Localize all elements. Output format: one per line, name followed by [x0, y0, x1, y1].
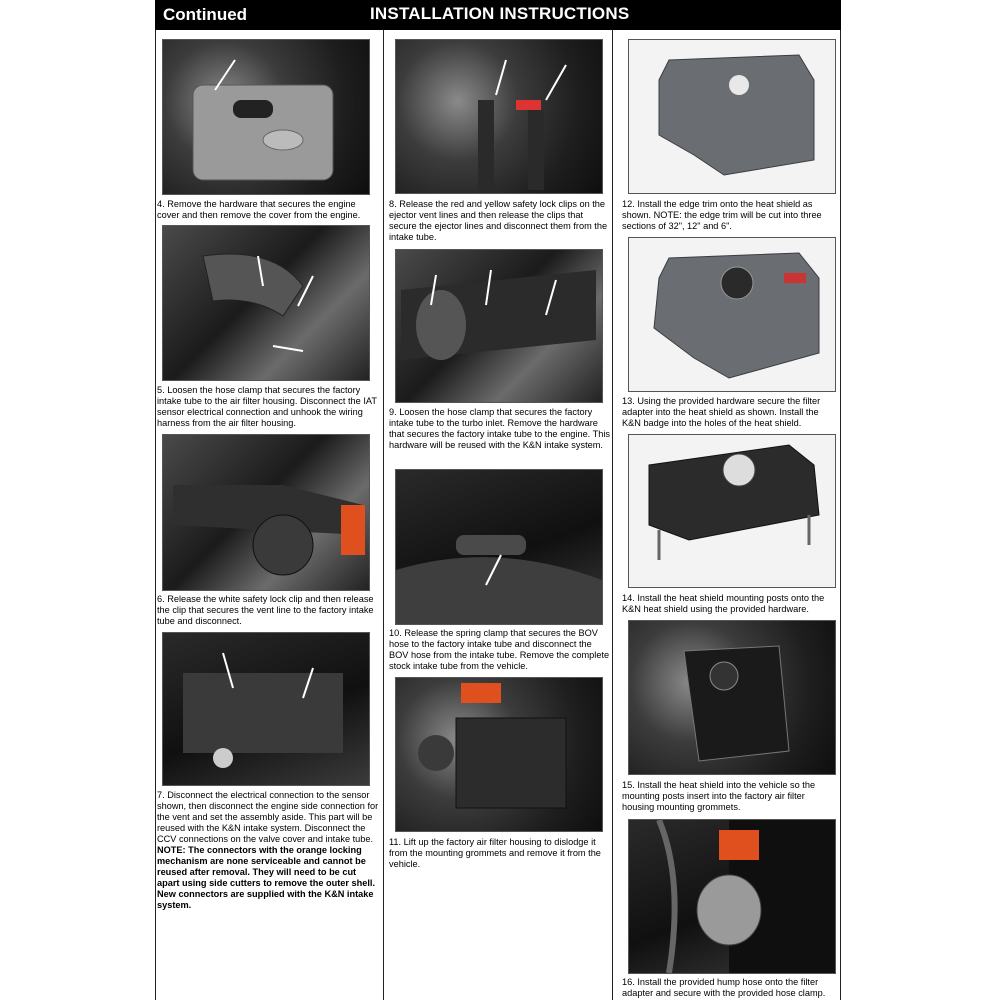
continued-label: Continued — [163, 5, 248, 24]
engine-bay-illustration — [163, 633, 369, 785]
step-9-photo — [395, 249, 603, 403]
step-15-photo — [628, 620, 836, 775]
step-13-photo — [628, 237, 836, 392]
turbo-inlet-illustration — [396, 250, 602, 402]
step-13-caption: 13. Using the provided hardware secure the filter adapter into the heat shield as shown. Install the K&N badge into the holes of the heat shield. — [622, 396, 821, 428]
step-7-text: 7. Disconnect the electrical connection to the sensor shown, then disconnect the engine side connection for the vent and set the assembly aside. This part will be reused with the K&N intake system. Disconnect the CCV connections on the valve cover and intake tube. — [157, 790, 379, 844]
step-10-caption: 10. Release the spring clamp that secures the BOV hose to the factory intake tube and disconnect the BOV hose from the intake tube. Remove the complete stock intake tube from the vehicle. — [389, 628, 610, 671]
heat-shield-adapter-illustration — [629, 238, 835, 391]
step-6-caption: 6. Release the white safety lock clip and then release the clip that secures the vent line to the factory intake tube and disconnect. — [157, 594, 374, 626]
step-16-photo — [628, 819, 836, 974]
step-7-note: NOTE: The connectors with the orange locking mechanism are none serviceable and cannot be reused after removal. They will need to be cut apart using side cutters to remove the outer shell. New connectors are supplied with the K&N intake system. — [157, 845, 376, 910]
vent-line-illustration — [163, 435, 369, 590]
step-4-caption: 4. Remove the hardware that secures the engine cover and then remove the cover from the engine. — [157, 199, 361, 220]
step-5-photo — [162, 225, 370, 381]
step-8-photo — [395, 39, 603, 194]
step-12-photo — [628, 39, 836, 194]
step-14-caption: 14. Install the heat shield mounting posts onto the K&N heat shield using the provided hardware. — [622, 593, 825, 614]
air-filter-housing-illustration — [396, 678, 602, 831]
heat-shield-illustration — [629, 40, 835, 193]
step-11-caption: 11. Lift up the factory air filter housing to dislodge it from the mounting grommets and remove it from the vehicle. — [389, 837, 601, 869]
step-14-photo — [628, 434, 836, 588]
page-title: INSTALLATION INSTRUCTIONS — [370, 4, 630, 23]
heat-shield-installed-illustration — [629, 621, 835, 774]
step-5-caption: 5. Loosen the hose clamp that secures the factory intake tube to the air filter housing. Disconnect the IAT sensor electrical connection and unhook the wiring harness from the air filter housing. — [157, 385, 377, 428]
step-7-photo — [162, 632, 370, 786]
step-6-photo — [162, 434, 370, 591]
column-divider — [840, 30, 841, 1000]
page-header — [155, 0, 841, 30]
step-8-caption: 8. Release the red and yellow safety lock clips on the ejector vent lines and then release the clips that secure the ejector lines and disconnect them from the intake tube. — [389, 199, 608, 242]
column-divider — [383, 30, 384, 1000]
hump-hose-illustration — [629, 820, 835, 973]
step-15-caption: 15. Install the heat shield into the vehicle so the mounting posts insert into the factory air filter housing mounting grommets. — [622, 780, 816, 812]
intake-hose-illustration — [163, 226, 369, 380]
bov-hose-illustration — [396, 470, 602, 624]
engine-cover-illustration — [163, 40, 369, 194]
step-12-caption: 12. Install the edge trim onto the heat shield as shown. NOTE: the edge trim will be cut into three sections of 32", 12" and 6". — [622, 199, 822, 231]
mounting-posts-illustration — [629, 435, 835, 587]
step-10-photo — [395, 469, 603, 625]
column-divider — [155, 30, 156, 1000]
step-11-photo — [395, 677, 603, 832]
step-16-caption: 16. Install the provided hump hose onto the filter adapter and secure with the provided hose clamp. — [622, 977, 826, 998]
step-9-caption: 9. Loosen the hose clamp that secures the factory intake tube to the turbo inlet. Remove the hardware that secures the factory intake tube to the engine. This hardware will be reused with the K&N intake system. — [389, 407, 610, 450]
step-7-caption — [157, 790, 379, 911]
column-divider — [612, 30, 613, 1000]
ejector-lines-illustration — [396, 40, 602, 193]
step-4-photo — [162, 39, 370, 195]
